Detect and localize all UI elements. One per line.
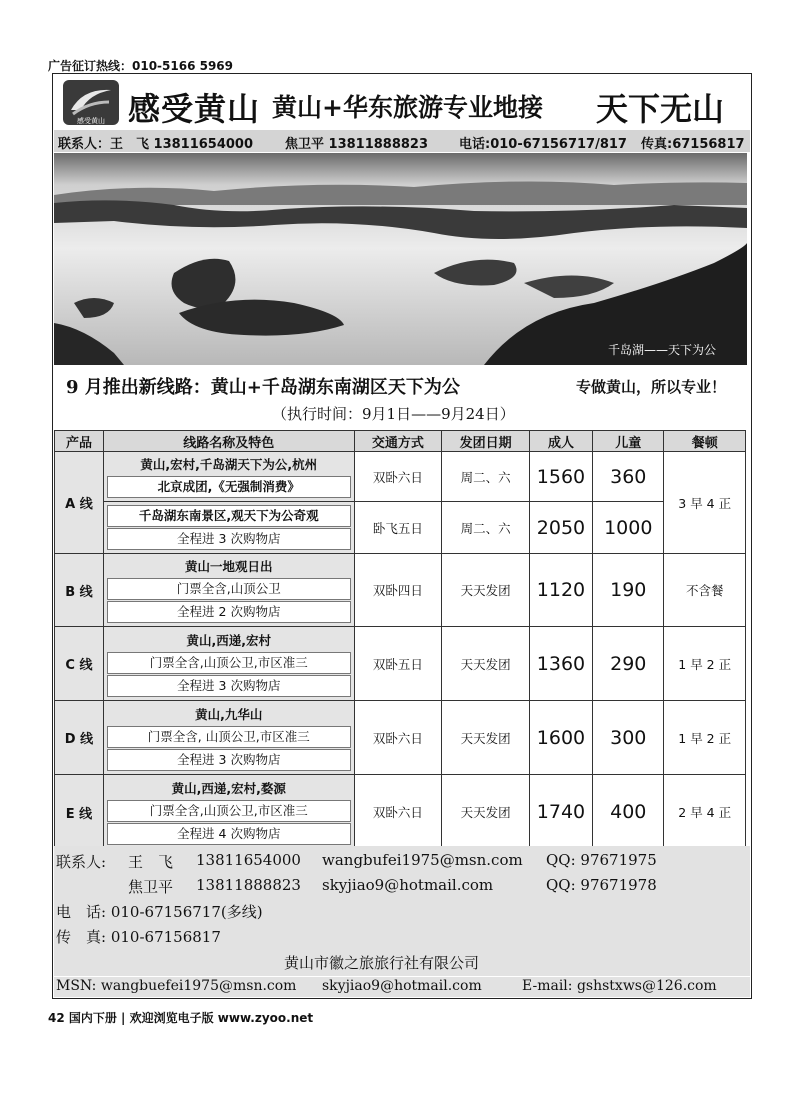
msn-line — [54, 977, 750, 997]
child-price: 360 — [593, 452, 664, 502]
transport: 双卧四日 — [354, 554, 442, 627]
table-row — [55, 554, 746, 627]
route-feature: 门票全含,山顶公卫,市区准三 — [107, 800, 351, 822]
header-adult: 成人 — [529, 431, 592, 452]
contact-section — [54, 846, 750, 976]
route-title: 黄山,西递,宏村 — [186, 632, 271, 648]
child-price: 190 — [593, 554, 664, 627]
adult-price: 2050 — [529, 502, 592, 554]
contact-label: 联系人: — [56, 853, 107, 871]
transport: 双卧六日 — [354, 701, 442, 775]
route-desc — [103, 452, 354, 502]
contact-fax: 传真:67156817 — [641, 137, 745, 152]
contact-fax: 传 真: 010-67156817 — [56, 928, 221, 946]
route-title: 黄山,宏村,千岛湖天下为公,杭州 — [140, 457, 318, 472]
routes-table — [54, 430, 746, 850]
contact-phone: 电话:010-67156717/817 — [459, 137, 627, 152]
line-label: E 线 — [55, 775, 104, 850]
contact-2: 焦卫平 13811888823 — [285, 137, 429, 152]
contact-1: 联系人：王 飞 13811654000 — [58, 137, 254, 152]
contact-email-2: skyjiao9@hotmail.com — [322, 876, 494, 894]
adult-price: 1740 — [529, 775, 592, 850]
child-price: 400 — [593, 775, 664, 850]
logo-text: 感受黄山 — [77, 117, 105, 125]
table-header-row — [55, 431, 746, 452]
depart-date: 周二、六 — [442, 452, 530, 502]
contact-qq-1: QQ: 97671975 — [546, 851, 657, 869]
route-desc — [103, 502, 354, 554]
table-row — [55, 627, 746, 701]
transport: 双卧六日 — [354, 775, 442, 850]
depart-date: 天天发团 — [442, 775, 530, 850]
meals: 不含餐 — [664, 554, 746, 627]
route-title: 黄山一地观日出 — [185, 559, 273, 574]
depart-date: 天天发团 — [442, 627, 530, 701]
header-transport: 交通方式 — [354, 431, 442, 452]
route-feature: 北京成团,《无强制消费》 — [107, 476, 351, 498]
route-title: 黄山,九华山 — [195, 706, 263, 722]
depart-date: 周二、六 — [442, 502, 530, 554]
photo-caption: 千岛湖——天下为公 — [608, 343, 717, 357]
contact-qq-2: QQ: 97671978 — [546, 876, 657, 894]
header-date: 发团日期 — [442, 431, 530, 452]
header-product: 产品 — [55, 431, 104, 452]
page-footer: 42 国内下册 | 欢迎浏览电子版 www.zyoo.net — [48, 1011, 314, 1025]
adult-price: 1600 — [529, 701, 592, 775]
lake-photo — [54, 153, 747, 365]
route-feature: 千岛湖东南景区,观天下为公奇观 — [107, 505, 351, 527]
contact-email-1: wangbufei1975@msn.com — [322, 851, 523, 869]
company-name: 黄山市徽之旅旅行社有限公司 — [284, 954, 480, 972]
promo-headline: 9 月推出新线路：黄山+千岛湖东南湖区天下为公 — [66, 377, 460, 398]
header-meals: 餐顿 — [664, 431, 746, 452]
line-label: D 线 — [55, 701, 104, 775]
table-row — [55, 701, 746, 775]
email-contact-b: skyjiao9@hotmail.com — [322, 978, 482, 994]
line-label: C 线 — [55, 627, 104, 701]
route-shopping: 全程进 2 次购物店 — [107, 601, 351, 623]
contact-phone-1: 13811654000 — [196, 851, 301, 869]
adult-price: 1560 — [529, 452, 592, 502]
route-feature: 门票全含,山顶公卫 — [107, 578, 351, 600]
meals: 1 早 2 正 — [664, 627, 746, 701]
route-shopping: 全程进 3 次购物店 — [107, 528, 351, 550]
route-feature: 门票全含,山顶公卫,市区准三 — [107, 652, 351, 674]
route-shopping: 全程进 3 次购物店 — [107, 675, 351, 697]
meals: 3 早 4 正 — [664, 452, 746, 554]
contact-bar — [54, 130, 750, 152]
ad-hotline: 广告征订热线：010-5166 5969 — [48, 59, 234, 73]
route-desc — [103, 701, 354, 775]
header-route: 线路名称及特色 — [103, 431, 354, 452]
line-label: A 线 — [55, 452, 104, 554]
contact-phone-2: 13811888823 — [196, 876, 301, 894]
route-desc — [103, 775, 354, 850]
table-row — [55, 502, 746, 554]
route-desc — [103, 627, 354, 701]
child-price: 300 — [593, 701, 664, 775]
header-child: 儿童 — [593, 431, 664, 452]
brand-title-2: 天下无山 — [596, 90, 725, 128]
brand-title: 感受黄山 — [128, 90, 261, 128]
route-shopping: 全程进 4 次购物店 — [107, 823, 351, 845]
msn-contact: MSN: wangbuefei1975@msn.com — [56, 978, 297, 994]
header-slogan: 黄山+华东旅游专业地接 — [272, 93, 543, 122]
transport: 卧飞五日 — [354, 502, 442, 554]
child-price: 1000 — [593, 502, 664, 554]
route-title: 黄山,西递,宏村,婺源 — [171, 781, 286, 796]
contact-tel: 电 话: 010-67156717(多线) — [56, 903, 263, 921]
meals: 1 早 2 正 — [664, 701, 746, 775]
route-desc — [103, 554, 354, 627]
contact-name-1: 王 飞 — [128, 853, 174, 871]
execution-time: （执行时间：9月1日——9月24日） — [272, 405, 515, 423]
depart-date: 天天发团 — [442, 554, 530, 627]
adult-price: 1360 — [529, 627, 592, 701]
table-row — [55, 452, 746, 502]
route-feature: 门票全含, 山顶公卫,市区准三 — [107, 726, 351, 748]
depart-date: 天天发团 — [442, 701, 530, 775]
promo-tagline: 专做黄山，所以专业！ — [576, 378, 727, 396]
transport: 双卧六日 — [354, 452, 442, 502]
adult-price: 1120 — [529, 554, 592, 627]
child-price: 290 — [593, 627, 664, 701]
contact-name-2: 焦卫平 — [128, 878, 174, 896]
line-label: B 线 — [55, 554, 104, 627]
table-row — [55, 775, 746, 850]
email-contact-c: E-mail: gshstxws@126.com — [522, 978, 717, 994]
route-shopping: 全程进 3 次购物店 — [107, 749, 351, 771]
transport: 双卧五日 — [354, 627, 442, 701]
meals: 2 早 4 正 — [664, 775, 746, 850]
